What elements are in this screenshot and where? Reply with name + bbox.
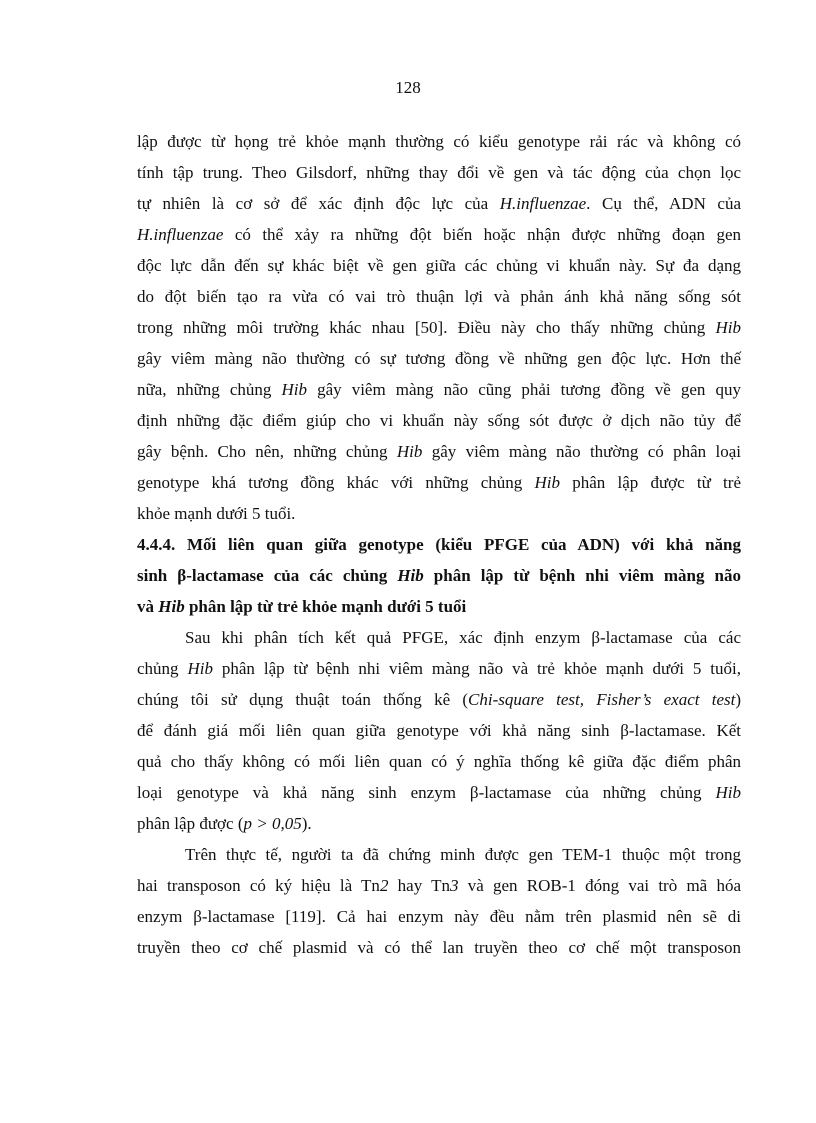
test-names: Chi-square test, Fisher’s exact test xyxy=(468,690,736,709)
heading-line: và Hib phân lập từ trẻ khỏe mạnh dưới 5 tuổi xyxy=(137,597,467,616)
text-line: truyền theo cơ chế plasmid và có thể lan truyền theo cơ chế một transposon xyxy=(137,938,741,957)
text-line: loại genotype và khả năng sinh enzym β-lactamase của những chủng Hib xyxy=(137,783,741,802)
text-line: chúng tôi sử dụng thuật toán thống kê (Chi-square test, Fisher’s exact test) xyxy=(137,690,742,709)
page-number: 128 xyxy=(395,78,421,97)
species-name: Hib xyxy=(397,566,424,585)
text-line: gây bệnh. Cho nên, những chủng Hib gây viêm màng não thường có phân loại xyxy=(137,442,741,461)
text-line: genotype khá tương đồng khác với những chủng Hib phân lập được từ trẻ xyxy=(137,473,741,492)
p-value: p > 0,05 xyxy=(243,814,302,833)
species-name: Hib xyxy=(158,597,185,616)
text-line: để đánh giá mối liên quan giữa genotype với khả năng sinh β-lactamase. Kết xyxy=(137,721,741,740)
text-line: lập được từ họng trẻ khỏe mạnh thường có kiểu genotype rải rác và không có xyxy=(137,132,741,151)
page-body xyxy=(137,126,741,963)
paragraph-statistics xyxy=(137,622,741,839)
text-line: định những đặc điểm giúp cho vi khuẩn này sống sót được ở dịch não tủy để xyxy=(137,411,741,430)
text-line: gây viêm màng não thường có sự tương đồng về những gen độc lực. Hơn thế xyxy=(137,349,741,368)
text-line: độc lực dẫn đến sự khác biệt về gen giữa các chủng vi khuẩn này. Sự đa dạng xyxy=(137,256,741,275)
text-line: tự nhiên là cơ sở để xác định độc lực của H.influenzae. Cụ thể, ADN của xyxy=(137,194,742,213)
species-name: Hib xyxy=(715,783,741,802)
species-name: Hib xyxy=(715,318,741,337)
text-line: Trên thực tế, người ta đã chứng minh được gen TEM-1 thuộc một trong xyxy=(185,845,741,864)
text-line: trong những môi trường khác nhau [50]. Điều này cho thấy những chủng Hib xyxy=(137,318,741,337)
heading-line: 4.4.4. Mối liên quan giữa genotype (kiểu PFGE của ADN) với khả năng xyxy=(137,535,741,554)
paragraph-genotype-virulence xyxy=(137,126,741,529)
species-name: Hib xyxy=(281,380,307,399)
species-name: Hib xyxy=(396,442,423,461)
text-line: chủng Hib phân lập từ bệnh nhi viêm màng não và trẻ khỏe mạnh dưới 5 tuổi, xyxy=(137,659,741,678)
text-line: quả cho thấy không có mối liên quan có ý nghĩa thống kê giữa đặc điểm phân xyxy=(137,752,741,771)
text-line: nữa, những chủng Hib gây viêm màng não cũng phải tương đồng về gen quy xyxy=(137,380,741,399)
text-line: enzym β-lactamase [119]. Cả hai enzym này đều nằm trên plasmid nên sẽ di xyxy=(137,907,741,926)
text-line: hai transposon có ký hiệu là Tn2 hay Tn3 và gen ROB-1 đóng vai trò mã hóa xyxy=(137,876,741,895)
text-line: Sau khi phân tích kết quả PFGE, xác định enzym β-lactamase của các xyxy=(185,628,741,647)
species-name: Hib xyxy=(187,659,213,678)
text-line: do đột biến tạo ra vừa có vai trò thuận lợi và phản ánh khả năng sống sót xyxy=(137,287,741,306)
heading-line: sinh β-lactamase của các chủng Hib phân lập từ bệnh nhi viêm màng não xyxy=(137,566,741,585)
section-heading-4-4-4 xyxy=(137,529,741,622)
species-name: H.influenzae xyxy=(499,194,587,213)
species-name: Hib xyxy=(534,473,561,492)
text-line: khỏe mạnh dưới 5 tuổi. xyxy=(137,504,296,523)
text-line: phân lập được (p > 0,05). xyxy=(137,814,312,833)
paragraph-transposon xyxy=(137,839,741,963)
text-line: tính tập trung. Theo Gilsdorf, những thay đổi về gen và tác động của chọn lọc xyxy=(137,163,741,182)
text-line: H.influenzae có thể xảy ra những đột biến hoặc nhận được những đoạn gen xyxy=(137,225,741,244)
species-name: H.influenzae xyxy=(137,225,224,244)
